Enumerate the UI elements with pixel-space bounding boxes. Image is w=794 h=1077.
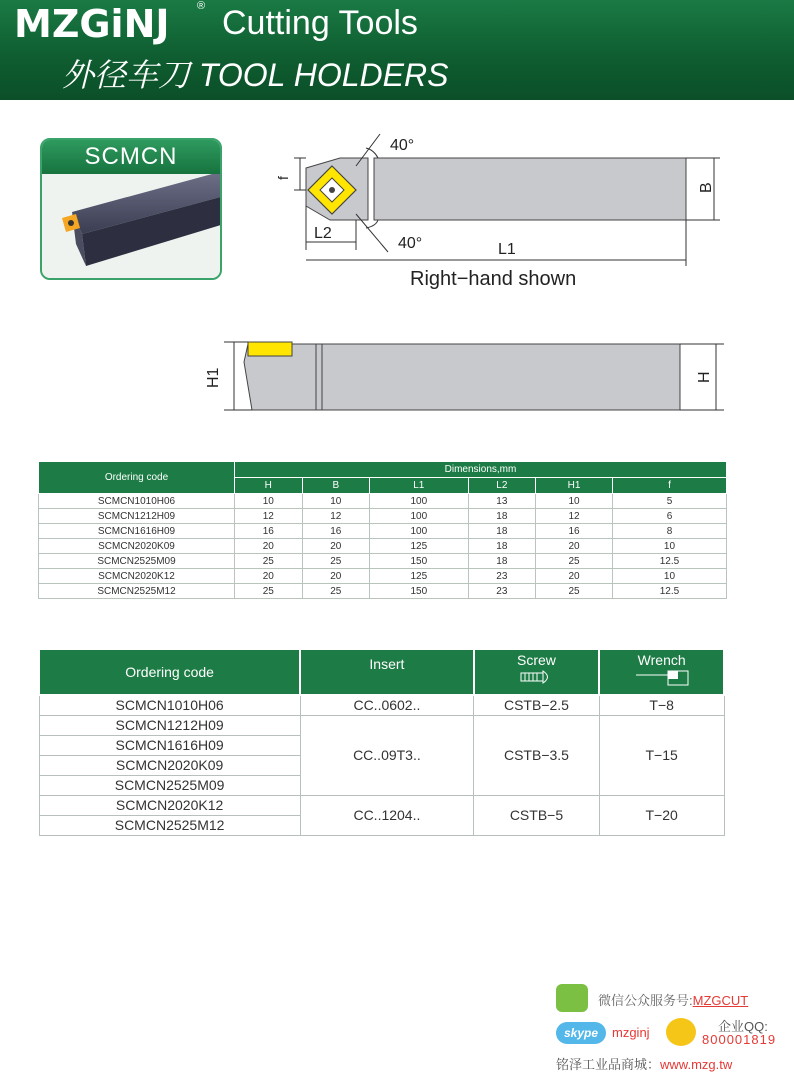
cell: 10 xyxy=(536,494,613,509)
table-row xyxy=(39,509,727,524)
registered-mark: ® xyxy=(197,0,206,12)
mall-info xyxy=(556,1054,732,1073)
cell: T−15 xyxy=(599,715,724,795)
angle-top-label: 40° xyxy=(390,137,415,154)
cell: 18 xyxy=(468,554,536,569)
f-label: f xyxy=(275,176,291,180)
cell: SCMCN2020K09 xyxy=(39,539,235,554)
cell: 16 xyxy=(235,524,303,539)
brand-logo: MZGiNJ xyxy=(14,2,170,46)
table-row xyxy=(39,715,724,735)
drawing-caption: Right−hand shown xyxy=(410,268,577,290)
cell: 10 xyxy=(612,539,726,554)
cell: 23 xyxy=(468,584,536,599)
cell: T−20 xyxy=(599,795,724,835)
cell: SCMCN1010H06 xyxy=(39,695,300,715)
table-row xyxy=(39,494,727,509)
top-view-drawing xyxy=(270,128,730,293)
cell: 10 xyxy=(612,569,726,584)
page-subtitle: 外径车刀 TOOL HOLDERS xyxy=(62,57,449,93)
cell: 100 xyxy=(370,494,469,509)
contact-footer xyxy=(556,984,788,1074)
tool-holder-photo xyxy=(42,174,222,280)
cell: 20 xyxy=(302,539,370,554)
cell: T−8 xyxy=(599,695,724,715)
screw-header xyxy=(474,649,600,695)
side-view-drawing xyxy=(196,330,730,422)
cell: CC..09T3.. xyxy=(300,715,473,795)
cell: 100 xyxy=(370,509,469,524)
mall-url-link[interactable]: www.mzg.tw xyxy=(660,1057,733,1072)
qq-label: 企业QQ: xyxy=(718,1019,768,1034)
l1-label: L1 xyxy=(498,241,516,258)
cell: SCMCN2020K09 xyxy=(39,755,300,775)
wrench-icon xyxy=(634,670,690,686)
table-row xyxy=(39,524,727,539)
cell: 12 xyxy=(235,509,303,524)
col-header: L1 xyxy=(370,478,469,494)
cell: 20 xyxy=(235,569,303,584)
wrench-header xyxy=(599,649,724,695)
dimensions-table xyxy=(38,461,727,599)
table-row xyxy=(39,569,727,584)
header-banner xyxy=(0,0,794,100)
dimensions-header: Dimensions,mm xyxy=(235,462,727,478)
wechat-label: 微信公众服务号: xyxy=(598,993,693,1008)
cell: 12 xyxy=(536,509,613,524)
table-row xyxy=(39,695,724,715)
cell: 20 xyxy=(302,569,370,584)
cell: 8 xyxy=(612,524,726,539)
cell: 20 xyxy=(536,569,613,584)
cell: 20 xyxy=(536,539,613,554)
cell: SCMCN1010H06 xyxy=(39,494,235,509)
cell: 125 xyxy=(370,569,469,584)
cell: 150 xyxy=(370,554,469,569)
wechat-icon xyxy=(556,984,588,1012)
cell: SCMCN2525M12 xyxy=(39,584,235,599)
page-title: Cutting Tools xyxy=(222,4,418,42)
cell: 12.5 xyxy=(612,584,726,599)
wrench-header-label: Wrench xyxy=(637,652,686,668)
cell: CC..0602.. xyxy=(300,695,473,715)
cell: 18 xyxy=(468,524,536,539)
table-row xyxy=(39,554,727,569)
cell: CSTB−5 xyxy=(474,795,600,835)
mall-label: 铭泽工业品商城： xyxy=(556,1057,661,1072)
cell: CC..1204.. xyxy=(300,795,473,835)
qq-icon xyxy=(666,1018,696,1046)
skype-handle: mzginj xyxy=(612,1025,650,1040)
cell: 20 xyxy=(235,539,303,554)
cell: 25 xyxy=(536,584,613,599)
col-header: L2 xyxy=(468,478,536,494)
cell: 23 xyxy=(468,569,536,584)
l2-label: L2 xyxy=(314,225,332,242)
screw-icon xyxy=(519,670,553,684)
wechat-id-link[interactable]: MZGCUT xyxy=(692,993,749,1008)
cell: SCMCN1212H09 xyxy=(39,509,235,524)
cell: 5 xyxy=(612,494,726,509)
cell: 18 xyxy=(468,509,536,524)
cell: 13 xyxy=(468,494,536,509)
h-label: H xyxy=(696,371,713,383)
cell: SCMCN2020K12 xyxy=(39,569,235,584)
cell: 125 xyxy=(370,539,469,554)
table-row xyxy=(39,795,724,815)
cell: 16 xyxy=(536,524,613,539)
angle-bottom-label: 40° xyxy=(398,235,423,252)
wechat-info xyxy=(598,990,748,1009)
cell: SCMCN2525M09 xyxy=(39,775,300,795)
cell: SCMCN2020K12 xyxy=(39,795,300,815)
col-header: f xyxy=(612,478,726,494)
parts-table xyxy=(38,648,725,836)
cell: 25 xyxy=(235,584,303,599)
table-row xyxy=(39,539,727,554)
col-header: B xyxy=(302,478,370,494)
skype-icon: skype xyxy=(556,1022,606,1044)
b-label: B xyxy=(698,182,715,193)
cell: SCMCN1616H09 xyxy=(39,524,235,539)
cell: 18 xyxy=(468,539,536,554)
cell: 12.5 xyxy=(612,554,726,569)
cell: 10 xyxy=(302,494,370,509)
cell: 150 xyxy=(370,584,469,599)
cell: 25 xyxy=(302,554,370,569)
col-header: H1 xyxy=(536,478,613,494)
cell: 25 xyxy=(536,554,613,569)
product-photo-card xyxy=(40,138,222,280)
ordering-code-header: Ordering code xyxy=(39,462,235,494)
cell: CSTB−2.5 xyxy=(474,695,600,715)
cell: SCMCN1616H09 xyxy=(39,735,300,755)
cell: 6 xyxy=(612,509,726,524)
cell: CSTB−3.5 xyxy=(474,715,600,795)
screw-header-label: Screw xyxy=(517,652,556,668)
h1-label: H1 xyxy=(205,367,222,388)
insert-side-diagram xyxy=(248,342,292,356)
product-model-label: SCMCN xyxy=(42,140,220,174)
cell: SCMCN2525M12 xyxy=(39,815,300,835)
table-row xyxy=(39,584,727,599)
ordering-code-header: Ordering code xyxy=(39,649,300,695)
cell: SCMCN2525M09 xyxy=(39,554,235,569)
insert-header: Insert xyxy=(300,649,473,695)
cell: 25 xyxy=(302,584,370,599)
cell: 16 xyxy=(302,524,370,539)
cell: SCMCN1212H09 xyxy=(39,715,300,735)
cell: 25 xyxy=(235,554,303,569)
cell: 10 xyxy=(235,494,303,509)
cell: 12 xyxy=(302,509,370,524)
qq-number: 800001819 xyxy=(702,1032,777,1047)
cell: 100 xyxy=(370,524,469,539)
col-header: H xyxy=(235,478,303,494)
